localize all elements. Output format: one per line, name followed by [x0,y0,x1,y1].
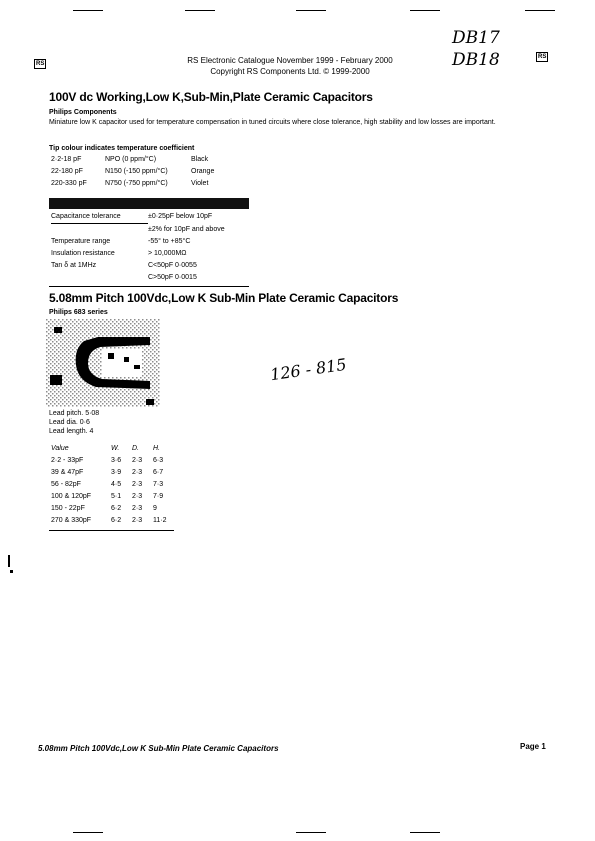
table-cell: 2·3 [132,517,143,524]
tip-colour-table [51,154,214,190]
table-cell: 6·7 [153,469,164,476]
table-cell: Black [191,156,209,163]
spec-label [51,224,148,236]
scan-mark [73,10,103,11]
table-cell: 7·3 [153,481,164,488]
spec-value: C>50pF 0·0015 [148,273,197,281]
table-cell: 5·1 [111,493,122,500]
scan-mark [8,555,10,567]
table-row [51,178,214,190]
table-cell: 3·9 [111,469,122,476]
spec-label: Insulation resistance [51,249,115,257]
section1-description: Miniature low K capacitor used for temperature compensation in tuned circuits where close tolerance, high stability and low losses are important. [49,119,496,126]
footer-title: 5.08mm Pitch 100Vdc,Low K Sub-Min Plate Ceramic Capacitors [38,744,279,753]
scan-mark [410,832,440,833]
table-cell: Orange [191,168,215,175]
lead-diameter: Lead dia. 0·6 [49,419,90,426]
tip-colour-heading: Tip colour indicates temperature coefficient [49,145,195,152]
spec-value: -55° to +85°C [148,237,191,245]
table-cell: 9 [153,505,157,512]
dimensions-table [51,443,167,527]
spec-value: C<50pF 0·0055 [148,261,197,269]
table-cell: 270 & 330pF [51,517,92,524]
handwritten-stock-number: 126 - 815 [269,354,348,385]
table-cell: 39 & 47pF [51,469,84,476]
rs-logo-left: RS [36,61,45,67]
table-cell: 56 - 82pF [51,481,81,488]
table-cell: N150 (-150 ppm/°C) [105,168,168,175]
spec-table-bottom-rule [49,286,249,287]
handwritten-note-2: DB18 [452,50,500,70]
column-header-value: Value [51,445,69,452]
table-cell: 150 - 22pF [51,505,85,512]
section1-title: 100V dc Working,Low K,Sub-Min,Plate Ceramic Capacitors [49,90,373,104]
spec-label [51,272,148,284]
table-row [51,467,167,479]
table-cell: N750 (-750 ppm/°C) [105,180,168,187]
spec-table [51,211,225,284]
table-row [51,272,225,284]
capacitor-photo [46,319,160,407]
section1-manufacturer: Philips Components [49,109,117,116]
column-header-h: H. [153,445,160,452]
table-row [51,211,225,224]
column-header-d: D. [132,445,139,452]
rs-logo-right: RS [538,54,547,60]
table-row [51,515,167,527]
table-cell: 7·9 [153,493,164,500]
table-cell: 2·3 [132,481,143,488]
spec-label: Tan δ at 1MHz [51,261,97,269]
table-row [51,260,225,272]
catalogue-header-line2: Copyright RS Components Ltd. © 1999-2000 [210,67,370,76]
table-row [51,503,167,515]
scan-mark [410,10,440,11]
table-row [51,166,214,178]
catalogue-header-line1: RS Electronic Catalogue November 1999 - February 2000 [187,56,393,65]
scan-mark [296,832,326,833]
table-cell: 100 & 120pF [51,493,92,500]
table-cell: 2·3 [132,457,143,464]
footer-page-number: Page 1 [520,742,546,751]
table-row [51,455,167,467]
section2-title: 5.08mm Pitch 100Vdc,Low K Sub-Min Plate Ceramic Capacitors [49,291,399,305]
dimensions-table-bottom-rule [49,530,174,531]
table-cell: 3·6 [111,457,122,464]
table-cell: 2·3 [132,469,143,476]
scan-mark [185,10,215,11]
scan-mark [525,10,555,11]
table-cell: 6·2 [111,505,122,512]
table-cell: 220-330 pF [51,180,87,187]
section2-series: Philips 683 series [49,309,108,316]
lead-length: Lead length. 4 [49,428,94,435]
table-row [51,154,214,166]
spec-value: > 10,000MΩ [148,249,187,257]
table-cell: 11·2 [153,517,167,524]
table-cell: 4·5 [111,481,122,488]
table-cell: Violet [191,180,209,187]
table-cell: 6·3 [153,457,164,464]
handwritten-note-1: DB17 [452,28,500,48]
spec-table-header-bar [49,198,249,209]
spec-label: Capacitance tolerance [51,211,148,224]
table-cell: 6·2 [111,517,122,524]
table-cell: 2·3 [132,505,143,512]
table-cell: NPO (0 ppm/°C) [105,156,157,163]
table-row [51,236,225,248]
table-row [51,491,167,503]
table-cell: 2·2 - 33pF [51,457,84,464]
capacitor-photo-icon [46,319,160,407]
lead-pitch: Lead pitch. 5·08 [49,410,100,417]
table-cell: 2·2-18 pF [51,156,82,163]
column-header-w: W. [111,445,120,452]
table-row [51,479,167,491]
table-cell: 22-180 pF [51,168,83,175]
spec-label: Temperature range [51,237,111,245]
spec-value: ±2% for 10pF and above [148,225,225,233]
scan-mark [296,10,326,11]
table-cell: 2·3 [132,493,143,500]
table-row [51,224,225,236]
spec-value: ±0·25pF below 10pF [148,213,213,221]
scan-mark [73,832,103,833]
table-row [51,248,225,260]
scan-mark [10,570,13,573]
table-header-row [51,443,167,455]
